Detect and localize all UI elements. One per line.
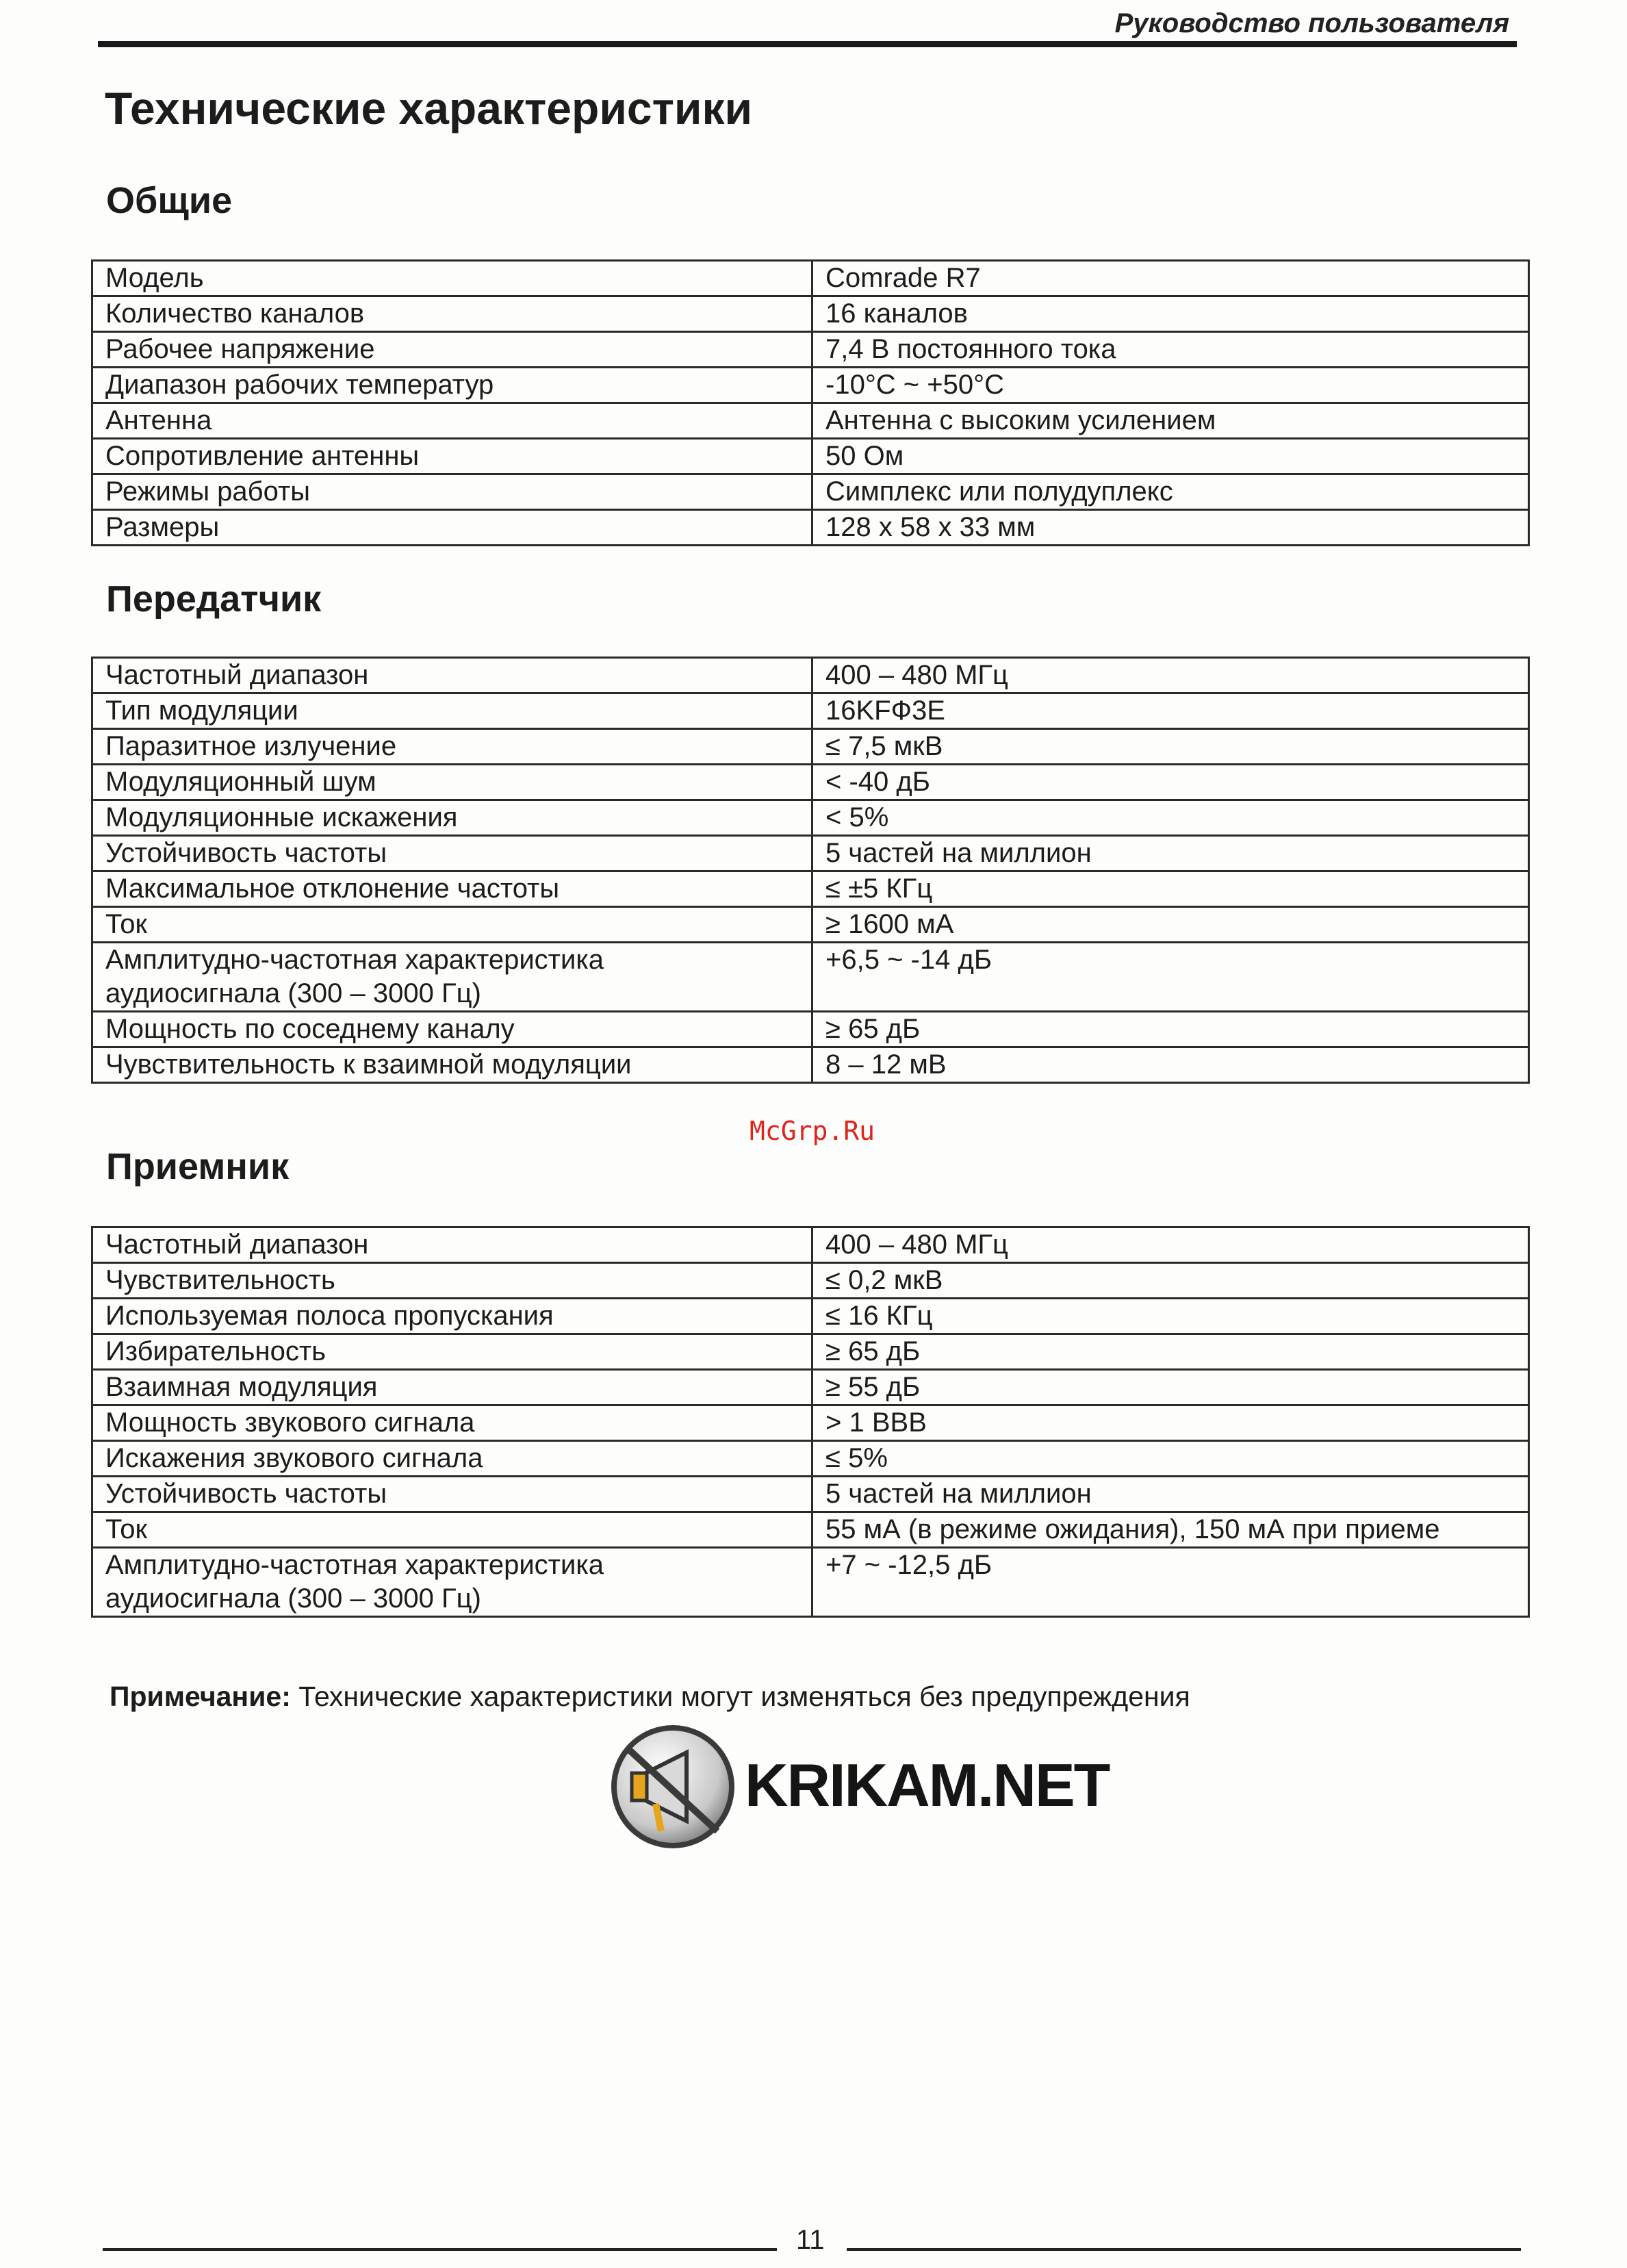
header-rule (98, 41, 1517, 47)
parameter-value: 128 x 58 x 33 мм (812, 510, 1529, 546)
table-row (92, 1441, 1529, 1477)
table-row (92, 368, 1529, 403)
parameter-value: ≥ 65 дБ (812, 1334, 1529, 1370)
note-text: Технические характеристики могут изменяться без предупреждения (290, 1681, 1190, 1712)
parameter-value: Антенна с высоким усилением (812, 403, 1529, 439)
watermark: McGrp.Ru (750, 1116, 875, 1146)
parameter-value: 16 каналов (812, 296, 1529, 332)
parameter-value: 16KFФ3E (812, 693, 1529, 729)
table-row (92, 907, 1529, 943)
table-row (92, 1405, 1529, 1441)
parameter-name: Ток (92, 907, 812, 943)
parameter-value: 5 частей на миллион (812, 836, 1529, 871)
section-title-receiver: Приемник (106, 1146, 290, 1187)
parameter-name: Тип модуляции (92, 693, 812, 729)
parameter-value: 7,4 В постоянного тока (812, 332, 1529, 368)
table-row (92, 1263, 1529, 1299)
parameter-value: +7 ~ -12,5 дБ (812, 1548, 1529, 1617)
parameter-name: Размеры (92, 510, 812, 546)
parameter-name: Амплитудно-частотная характеристика аудиосигнала (300 – 3000 Гц) (92, 943, 812, 1012)
parameter-value: +6,5 ~ -14 дБ (812, 943, 1529, 1012)
table-row (92, 439, 1529, 474)
section-title-transmitter: Передатчик (106, 578, 322, 620)
table-row (92, 658, 1529, 693)
parameter-value: ≤ 0,2 мкВ (812, 1263, 1529, 1299)
parameter-value: 50 Ом (812, 439, 1529, 474)
parameter-name: Частотный диапазон (92, 1227, 812, 1263)
megaphone-icon (608, 1722, 738, 1852)
parameter-value: Comrade R7 (812, 261, 1529, 296)
table-row (92, 1477, 1529, 1512)
parameter-value: ≤ 7,5 мкВ (812, 729, 1529, 765)
parameter-value: < -40 дБ (812, 765, 1529, 800)
table-row (92, 729, 1529, 765)
table-row (92, 261, 1529, 296)
parameter-name: Устойчивость частоты (92, 1477, 812, 1512)
parameter-name: Диапазон рабочих температур (92, 368, 812, 403)
table-row (92, 1047, 1529, 1083)
table-row (92, 510, 1529, 546)
note (110, 1681, 1190, 1713)
parameter-name: Используемая полоса пропускания (92, 1299, 812, 1334)
parameter-value: < 5% (812, 800, 1529, 836)
table-row (92, 800, 1529, 836)
table-row (92, 1334, 1529, 1370)
parameter-value: ≥ 55 дБ (812, 1370, 1529, 1405)
footer-rule-right (847, 2248, 1521, 2251)
parameter-value: ≤ ±5 КГц (812, 871, 1529, 907)
parameter-name: Искажения звукового сигнала (92, 1441, 812, 1477)
parameter-name: Чувствительность (92, 1263, 812, 1299)
parameter-name: Режимы работы (92, 474, 812, 510)
parameter-value: ≥ 1600 мА (812, 907, 1529, 943)
running-header: Руководство пользователя (1114, 8, 1509, 38)
parameter-name: Амплитудно-частотная характеристика аудиосигнала (300 – 3000 Гц) (92, 1548, 812, 1617)
table-row (92, 765, 1529, 800)
footer-rule-left (103, 2248, 777, 2251)
parameter-name: Максимальное отклонение частоты (92, 871, 812, 907)
parameter-value: 5 частей на миллион (812, 1477, 1529, 1512)
spec-table-receiver (91, 1226, 1530, 1618)
logo-text: KRIKAM.NET (745, 1751, 1110, 1819)
parameter-name: Частотный диапазон (92, 658, 812, 693)
table-row (92, 943, 1529, 1012)
table-row (92, 1370, 1529, 1405)
parameter-name: Чувствительность к взаимной модуляции (92, 1047, 812, 1083)
parameter-name: Паразитное излучение (92, 729, 812, 765)
table-row (92, 332, 1529, 368)
spec-table-transmitter (91, 657, 1530, 1084)
parameter-name: Рабочее напряжение (92, 332, 812, 368)
parameter-value: > 1 ВВВ (812, 1405, 1529, 1441)
parameter-value: ≤ 16 КГц (812, 1299, 1529, 1334)
parameter-name: Антенна (92, 403, 812, 439)
parameter-name: Взаимная модуляция (92, 1370, 812, 1405)
parameter-name: Модуляционный шум (92, 765, 812, 800)
table-row (92, 1548, 1529, 1617)
parameter-value: -10°C ~ +50°C (812, 368, 1529, 403)
parameter-name: Количество каналов (92, 296, 812, 332)
parameter-name: Мощность по соседнему каналу (92, 1012, 812, 1047)
section-title-general: Общие (106, 180, 233, 221)
parameter-name: Модуляционные искажения (92, 800, 812, 836)
table-row (92, 474, 1529, 510)
parameter-name: Модель (92, 261, 812, 296)
parameter-name: Избирательность (92, 1334, 812, 1370)
parameter-value: Симплекс или полудуплекс (812, 474, 1529, 510)
table-row (92, 693, 1529, 729)
table-row (92, 1299, 1529, 1334)
parameter-value: 8 – 12 мВ (812, 1047, 1529, 1083)
table-row (92, 1512, 1529, 1548)
parameter-name: Ток (92, 1512, 812, 1548)
parameter-value: ≥ 65 дБ (812, 1012, 1529, 1047)
note-label: Примечание: (110, 1681, 291, 1712)
page-number: 11 (796, 2225, 825, 2255)
parameter-value: 55 мА (в режиме ожидания), 150 мА при приеме (812, 1512, 1529, 1548)
parameter-value: 400 – 480 МГц (812, 1227, 1529, 1263)
table-row (92, 871, 1529, 907)
parameter-name: Сопротивление антенны (92, 439, 812, 474)
table-row (92, 1227, 1529, 1263)
parameter-value: ≤ 5% (812, 1441, 1529, 1477)
page-title: Технические характеристики (105, 83, 753, 133)
table-row (92, 836, 1529, 871)
table-row (92, 403, 1529, 439)
krikam-logo (608, 1722, 1110, 1852)
spec-table-general (91, 259, 1530, 546)
parameter-value: 400 – 480 МГц (812, 658, 1529, 693)
parameter-name: Мощность звукового сигнала (92, 1405, 812, 1441)
table-row (92, 1012, 1529, 1047)
table-row (92, 296, 1529, 332)
parameter-name: Устойчивость частоты (92, 836, 812, 871)
